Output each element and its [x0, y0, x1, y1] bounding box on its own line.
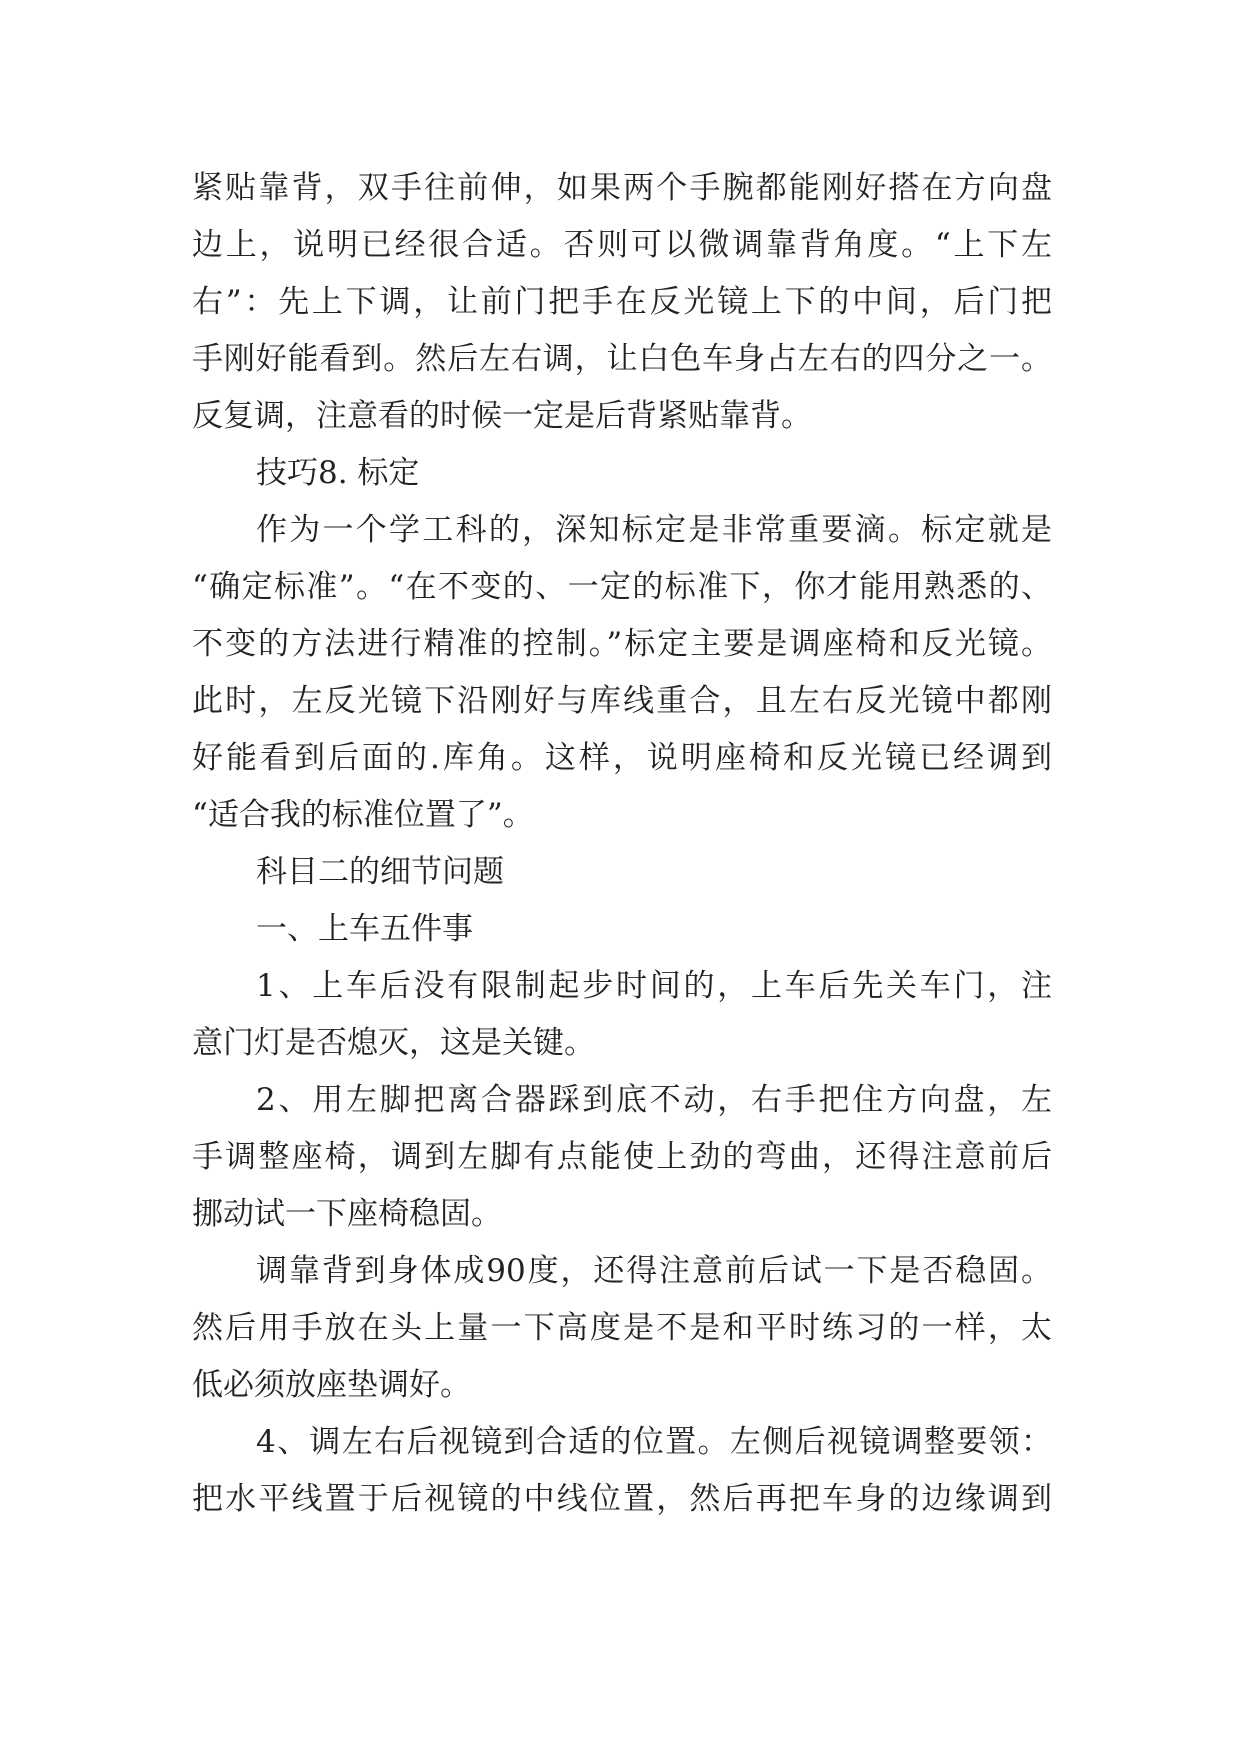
text-line: 好能看到后面的.库角。这样，说明座椅和反光镜已经调到 [192, 740, 1052, 776]
text-line: 右”：先上下调，让前门把手在反光镜上下的中间，后门把 [192, 284, 1052, 320]
text-line: 低必须放座垫调好。 [192, 1367, 471, 1403]
text-line: 不变的方法进行精准的控制。”标定主要是调座椅和反光镜。 [192, 626, 1052, 662]
text-line: 2、用左脚把离合器踩到底不动，右手把住方向盘，左 [256, 1082, 1052, 1118]
text-line: 一、上车五件事 [256, 911, 473, 947]
text-line: 1、上车后没有限制起步时间的，上车后先关车门，注 [256, 968, 1052, 1004]
text-line: 4、调左右后视镜到合适的位置。左侧后视镜调整要领： [256, 1424, 1052, 1460]
text-line: 作为一个学工科的，深知标定是非常重要滴。标定就是 [256, 512, 1052, 548]
text-line: 反复调，注意看的时候一定是后背紧贴靠背。 [192, 398, 812, 434]
text-line: 然后用手放在头上量一下高度是不是和平时练习的一样，太 [192, 1310, 1052, 1346]
text-line: 意门灯是否熄灭，这是关键。 [192, 1025, 595, 1061]
text-line: 科目二的细节问题 [256, 854, 504, 890]
text-line: 把水平线置于后视镜的中线位置，然后再把车身的边缘调到 [192, 1481, 1052, 1517]
text-line: 手调整座椅，调到左脚有点能使上劲的弯曲，还得注意前后 [192, 1139, 1052, 1175]
text-line: “确定标准”。“在不变的、一定的标准下，你才能用熟悉的、 [192, 569, 1052, 605]
document-body [192, 160, 1052, 1528]
text-line: 紧贴靠背，双手往前伸，如果两个手腕都能刚好搭在方向盘 [192, 170, 1052, 206]
text-line: 调靠背到身体成90度，还得注意前后试一下是否稳固。 [256, 1253, 1052, 1289]
text-line: 技巧8. 标定 [256, 455, 420, 491]
text-line: “适合我的标准位置了”。 [192, 797, 534, 833]
text-line: 手刚好能看到。然后左右调，让白色车身占左右的四分之一。 [192, 341, 1052, 377]
text-line: 挪动试一下座椅稳固。 [192, 1196, 502, 1232]
text-line: 边上，说明已经很合适。否则可以微调靠背角度。“上下左 [192, 227, 1052, 263]
text-line: 此时，左反光镜下沿刚好与库线重合，且左右反光镜中都刚 [192, 683, 1052, 719]
